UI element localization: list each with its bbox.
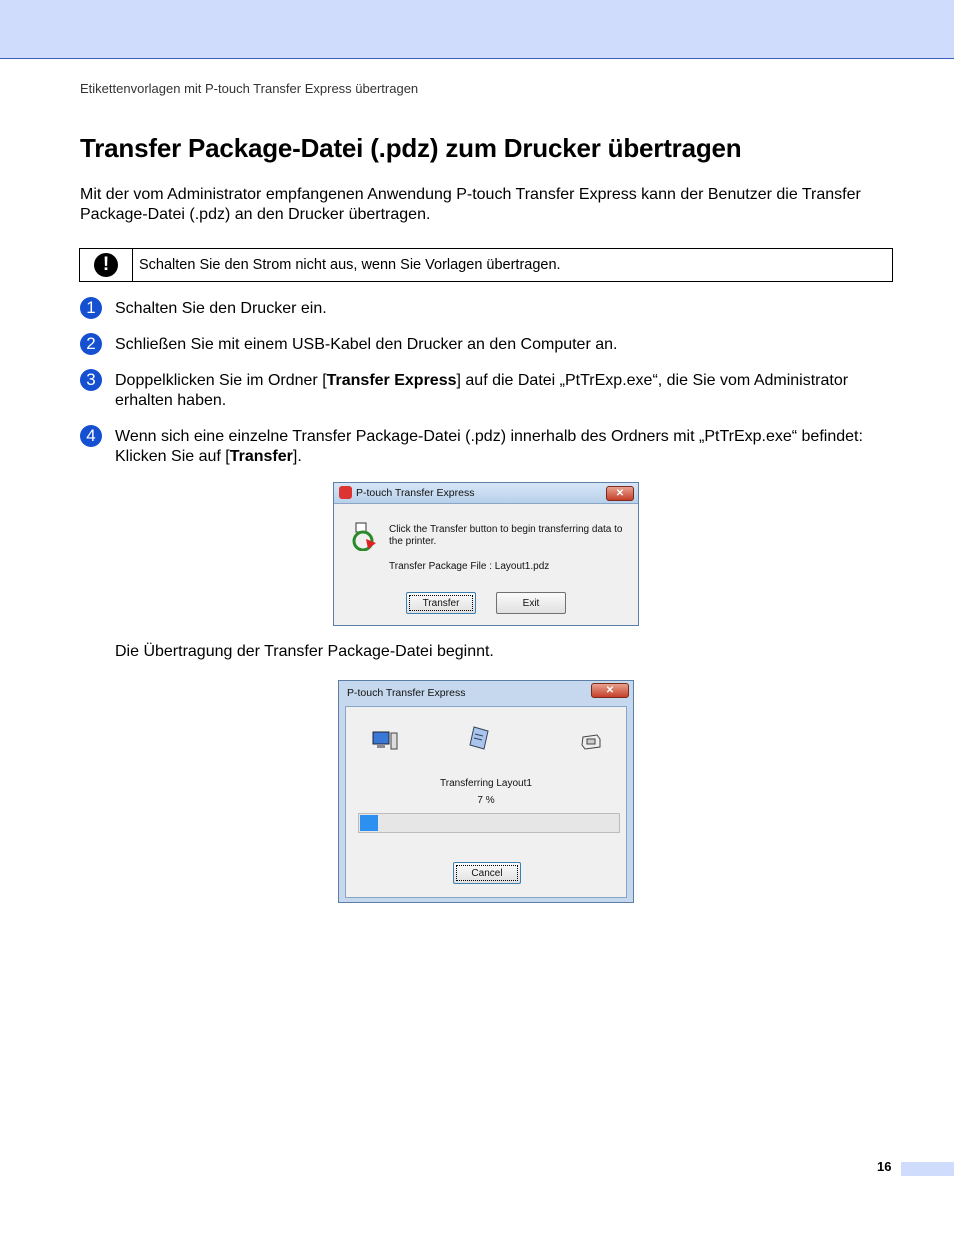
close-button[interactable]: ✕ <box>606 486 634 501</box>
breadcrumb: Etikettenvorlagen mit P-touch Transfer Express übertragen <box>80 81 419 96</box>
step-badge: 1 <box>80 297 102 319</box>
exit-button[interactable]: Exit <box>496 592 566 614</box>
step-text: Doppelklicken Sie im Ordner [Transfer Express] auf die Datei „PtTrExp.exe“, die Sie vom Administrator erhalten haben. <box>115 372 849 409</box>
progress-fill <box>360 815 378 831</box>
transfer-status: Transferring Layout1 <box>440 778 532 789</box>
page-title: Transfer Package-Datei (.pdz) zum Drucker übertragen <box>80 133 742 163</box>
transfer-icon <box>348 521 378 551</box>
step-4 <box>80 427 895 467</box>
step-2 <box>80 335 895 355</box>
step-badge: 4 <box>80 425 102 447</box>
progress-panel <box>345 706 627 898</box>
step-3 <box>80 371 895 411</box>
intro-paragraph: Mit der vom Administrator empfangenen Anwendung P-touch Transfer Express kann der Benutzer die Transfer Package-Datei (.pdz) an den Drucker übertragen. <box>80 186 861 223</box>
step-badge: 2 <box>80 333 102 355</box>
dialog-titlebar <box>334 483 638 504</box>
exclamation-icon: ! <box>94 253 118 277</box>
note-text: Schalten Sie den Strom nicht aus, wenn Sie Vorlagen übertragen. <box>139 257 561 273</box>
dialog-titlebar <box>339 681 633 705</box>
transfer-button[interactable]: Transfer <box>406 592 476 614</box>
dialog-title: P-touch Transfer Express <box>347 687 466 699</box>
transfer-dialog <box>333 482 639 626</box>
cancel-button[interactable]: Cancel <box>453 862 521 884</box>
progress-percent: 7 % <box>477 795 495 806</box>
app-icon <box>339 486 352 499</box>
after-text: Die Übertragung der Transfer Package-Datei beginnt. <box>115 643 494 660</box>
printer-icon <box>580 731 602 751</box>
page-number: 16 <box>877 1159 892 1174</box>
page-tab <box>901 1162 954 1176</box>
step-text: Schließen Sie mit einem USB-Kabel den Drucker an den Computer an. <box>115 336 618 353</box>
file-label: Transfer Package File : Layout1.pdz <box>389 561 550 572</box>
document-icon <box>468 725 490 751</box>
step-text: Wenn sich eine einzelne Transfer Package-Datei (.pdz) innerhalb des Ordners mit „PtTrExp.exe“ befindet: Klicken Sie auf [Transfer]. <box>115 428 863 465</box>
dialog-title: P-touch Transfer Express <box>356 487 475 499</box>
step-1 <box>80 299 895 319</box>
close-button[interactable]: ✕ <box>591 683 629 698</box>
progress-bar <box>358 813 620 833</box>
step-text: Schalten Sie den Drucker ein. <box>115 300 327 317</box>
warning-note <box>79 248 893 282</box>
computer-icon <box>372 731 398 751</box>
progress-dialog <box>338 680 634 903</box>
dialog-message: Click the Transfer button to begin transferring data to the printer. <box>389 524 623 547</box>
header-band <box>0 0 954 59</box>
step-badge: 3 <box>80 369 102 391</box>
